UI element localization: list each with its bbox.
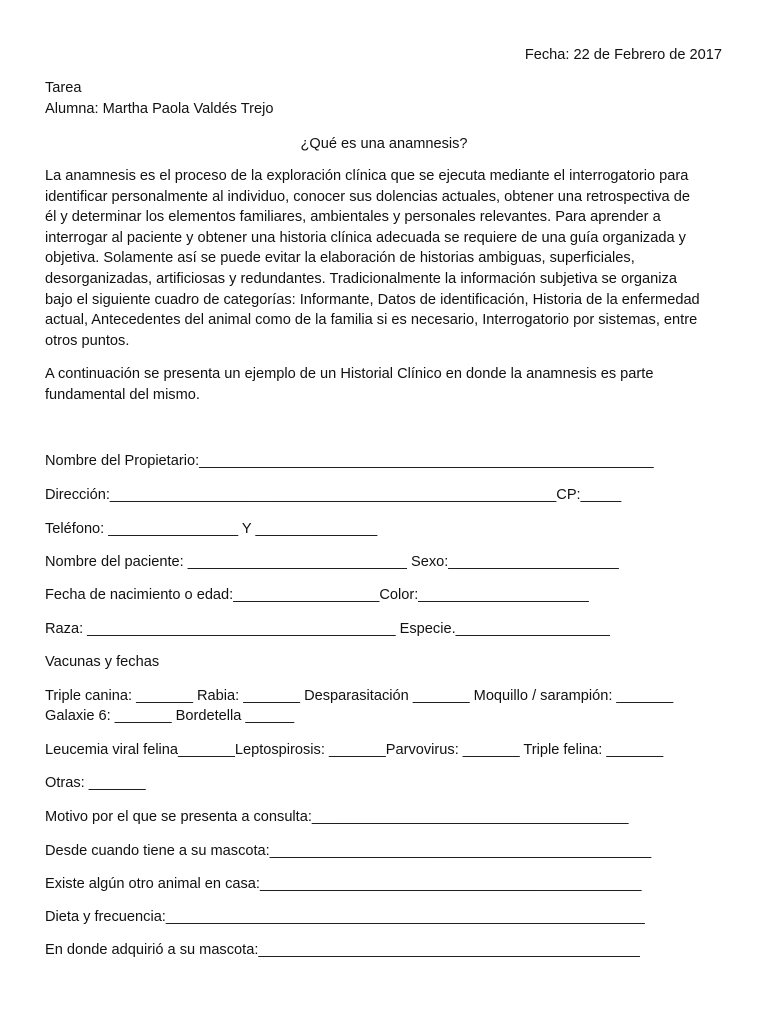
- document-title: ¿Qué es una anamnesis?: [300, 136, 468, 152]
- birth-color-field: Fecha de nacimiento o edad:__________________Color:_____________________: [45, 587, 589, 603]
- consult-reason-field: Motivo por el que se presenta a consulta:_______________________________________: [45, 809, 629, 825]
- paragraph1-line-9: otros puntos.: [45, 332, 130, 349]
- vaccines-line-3: Leucemia viral felina_______Leptospirosis: _______Parvovirus: _______ Triple felina: _______: [45, 742, 664, 758]
- paragraph1-line-7: bajo el siguiente cuadro de categorías: Informante, Datos de identificación, Historia de la enfermedad: [45, 291, 700, 308]
- paragraph1-line-4: interrogar al paciente y obtener una historia clínica adecuada se requiere de una guía organizada y: [45, 229, 686, 246]
- patient-name-field: Nombre del paciente: ___________________________ Sexo:_____________________: [45, 554, 619, 570]
- vaccines-line-2: Galaxie 6: _______ Bordetella ______: [45, 708, 295, 724]
- paragraph1-line-1: La anamnesis es el proceso de la exploración clínica que se ejecuta mediante el interrogatorio para: [45, 168, 689, 184]
- breed-species-field: Raza: ______________________________________ Especie.___________________: [45, 621, 610, 637]
- task-label: Tarea: [45, 80, 82, 96]
- vaccines-heading: Vacunas y fechas: [45, 654, 160, 670]
- paragraph1-line-3: él y determinar los elementos familiares, ambientales y personales relevantes. Para aprender a: [45, 209, 661, 226]
- student-name: Alumna: Martha Paola Valdés Trejo: [45, 101, 274, 117]
- other-vaccines-field: Otras: _______: [45, 775, 146, 791]
- vaccines-line-1: Triple canina: _______ Rabia: _______ Desparasitación _______ Moquillo / sarampión: _______: [45, 688, 674, 704]
- phone-field: Teléfono: ________________ Y _______________: [45, 521, 378, 537]
- diet-field: Dieta y frecuencia:___________________________________________________________: [45, 909, 645, 925]
- paragraph1-line-2: identificar personalmente al individuo, conocer sus dolencias actuales, obtener una retrospectiva de: [45, 188, 690, 205]
- paragraph2-line-2: fundamental del mismo.: [45, 386, 200, 403]
- paragraph1-line-8: actual, Antecedentes del animal como de la familia si es necesario, Interrogatorio por sistemas, entre: [45, 312, 698, 329]
- paragraph2-line-1: A continuación se presenta un ejemplo de un Historial Clínico en donde la anamnesis es parte: [45, 366, 654, 382]
- address-field: Dirección:_______________________________________________________CP:_____: [45, 487, 622, 503]
- paragraph1-line-6: desorganizadas, artificiosas y redundantes. Tradicionalmente la información subjetiva se organiza: [45, 271, 677, 287]
- acquired-field: En donde adquirió a su mascota:_______________________________________________: [45, 942, 640, 958]
- owner-name-field: Nombre del Propietario:________________________________________________________: [45, 453, 654, 469]
- pet-since-field: Desde cuando tiene a su mascota:_______________________________________________: [45, 843, 652, 859]
- document-date: Fecha: 22 de Febrero de 2017: [524, 47, 722, 63]
- paragraph1-line-5: objetiva. Solamente así se puede evitar la elaboración de historias ambiguas, superficiales,: [45, 250, 635, 267]
- other-animal-field: Existe algún otro animal en casa:_______________________________________________: [45, 876, 642, 892]
